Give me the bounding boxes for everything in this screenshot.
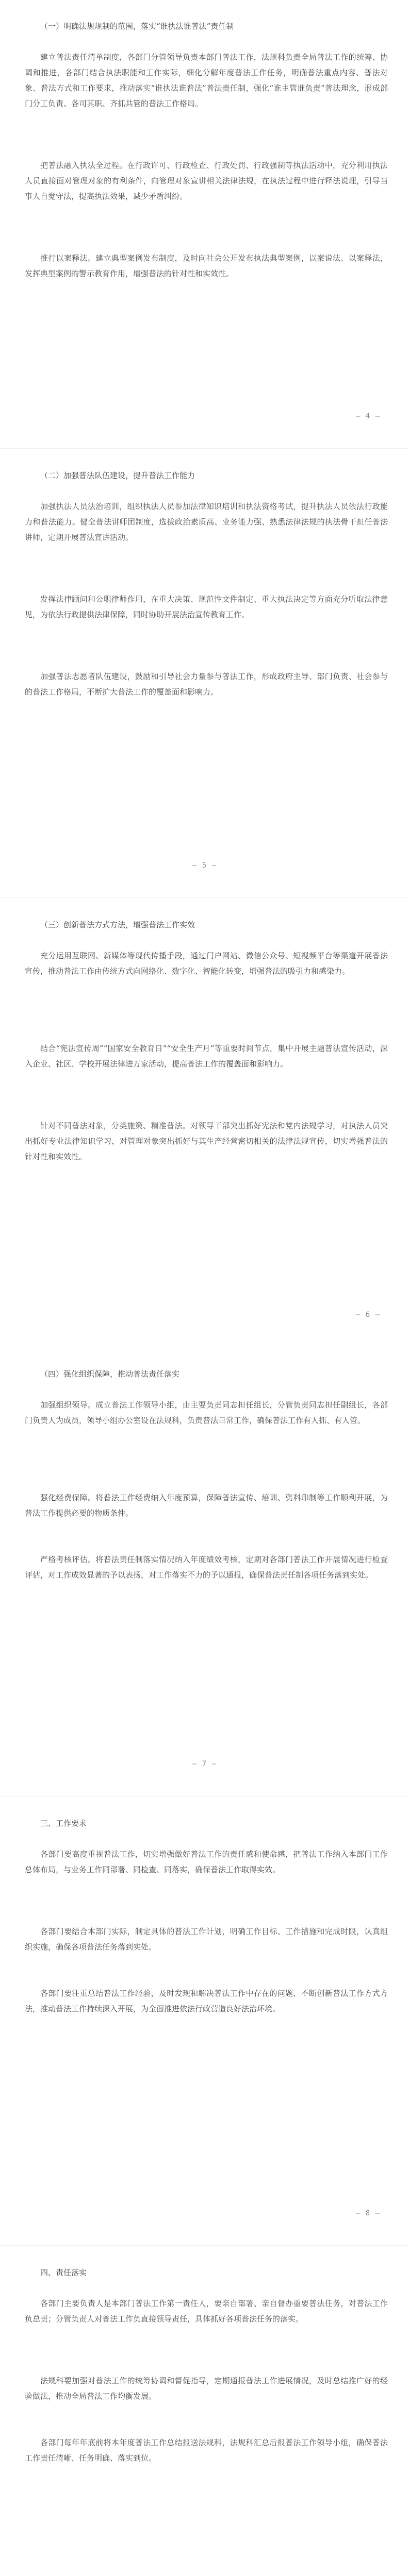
paragraph: 各部门每年年底前将本年度普法工作总结报送法规科，法规科汇总后报普法工作领导小组，确保普法工作责任清晰、任务明确、落实到位。: [25, 2438, 388, 2463]
page-4: [0, 1348, 409, 1796]
section-heading: 四、责任落实: [40, 2268, 87, 2277]
paragraph: 严格考核评估。将普法责任制落实情况纳入年度绩效考核，定期对各部门普法工作开展情况进行检查评估，对工作成效显著的予以表扬，对工作落实不力的予以通报，确保普法责任制各项任务落到实处。: [25, 1555, 388, 1580]
paragraph: 推行以案释法。建立典型案例发布制度，及时向社会公开发布执法典型案例，以案说法、以案释法，发挥典型案例的警示教育作用，增强普法的针对性和实效性。: [25, 253, 388, 278]
paragraph: 各部门要注重总结普法工作经验，及时发现和解决普法工作中存在的问题，不断创新普法工作方式方法，推动普法工作持续深入开展，为全面推进依法行政营造良好法治环境。: [25, 1989, 388, 2013]
paragraph: 充分运用互联网、新媒体等现代传播手段，通过门户网站、微信公众号、短视频平台等渠道开展普法宣传，推动普法工作由传统方式向网络化、数字化、智能化转变，增强普法的吸引力和感染力。: [25, 951, 388, 976]
paragraph: 加强执法人员法治培训，组织执法人员参加法律知识培训和执法资格考试，提升执法人员依法行政能力和普法能力。健全普法讲师团制度，选拔政治素质高、业务能力强、熟悉法律法规的执法骨干担任普法讲师，定期开展普法宣讲活动。: [25, 502, 388, 542]
paragraph: 法规科要加强对普法工作的统筹协调和督促指导，定期通报普法工作进展情况，及时总结推广好的经验做法，推动全局普法工作均衡发展。: [25, 2376, 388, 2401]
page-divider: [0, 1796, 409, 1797]
paragraph: 结合“宪法宣传周”“国家安全教育日”“安全生产月”等重要时间节点，集中开展主题普法宣传活动，深入企业、社区、学校开展法律进万家活动，提高普法工作的覆盖面和影响力。: [25, 1044, 388, 1069]
paragraph: 加强普法志愿者队伍建设，鼓励和引导社会力量参与普法工作，形成政府主导、部门负责、社会参与的普法工作格局，不断扩大普法工作的覆盖面和影响力。: [25, 672, 388, 697]
page-5: [0, 1797, 409, 2245]
page-number: — 8 —: [355, 2209, 380, 2217]
section-heading: （一）明确法规规制的范围，落实“谁执法谁普法”责任制: [40, 22, 234, 31]
paragraph: 强化经费保障。将普法工作经费纳入年度预算，保障普法宣传、培训、资料印制等工作顺利开展，为普法工作提供必要的物质条件。: [25, 1493, 388, 1518]
page-1: [0, 0, 409, 448]
section-heading: （三）创新普法方式方法，增强普法工作实效: [40, 920, 195, 929]
page-divider: [0, 448, 409, 449]
section-heading: （二）加强普法队伍建设，提升普法工作能力: [40, 471, 195, 480]
page-number: — 6 —: [355, 1311, 380, 1319]
paragraph: 针对不同普法对象，分类施策、精准普法。对领导干部突出抓好宪法和党内法规学习，对执法人员突出抓好专业法律知识学习，对管理对象突出抓好与其生产经营密切相关的法律法规宣传，切实增强普法的针对性和实效性。: [25, 1121, 388, 1161]
paragraph: 发挥法律顾问和公职律师作用，在重大决策、规范性文件制定、重大执法决定等方面充分听取法律意见，为依法行政提供法律保障，同时协助开展法治宣传教育工作。: [25, 595, 388, 619]
paragraph: 各部门主要负责人是本部门普法工作第一责任人，要亲自部署、亲自督办重要普法任务，对普法工作负总责；分管负责人对普法工作负直接领导责任，具体抓好各项普法任务的落实。: [25, 2299, 388, 2324]
page-number: — 7 —: [192, 1760, 217, 1768]
section-heading: 三、工作要求: [40, 1819, 87, 1828]
page-divider: [0, 2245, 409, 2246]
paragraph: 各部门要结合本部门实际，制定具体的普法工作计划，明确工作目标、工作措施和完成时限，认真组织实施，确保各项普法任务落到实处。: [25, 1927, 388, 1952]
paragraph: 建立普法责任清单制度，各部门分管领导负责本部门普法工作，法规科负责全局普法工作的统筹、协调和推进，各部门结合执法职能和工作实际，细化分解年度普法工作任务，明确普法重点内容、普法对象、普法方式和工作要求，推动落实“谁执法谁普法”普法责任制，强化“谁主管谁负责”普法理念，形成部门分工负责、各司其职、齐抓共管的普法工作格局。: [25, 53, 388, 108]
paragraph: 加强组织领导。成立普法工作领导小组，由主要负责同志担任组长，分管负责同志担任副组长，各部门负责人为成员，领导小组办公室设在法规科，负责普法日常工作，确保普法工作有人抓、有人管。: [25, 1400, 388, 1425]
page-divider: [0, 897, 409, 898]
page-number: — 4 —: [355, 412, 380, 420]
page-3: [0, 899, 409, 1347]
page-6: [0, 2246, 409, 2576]
paragraph: 各部门要高度重视普法工作，切实增强做好普法工作的责任感和使命感，把普法工作纳入本部门工作总体布局，与业务工作同部署、同检查、同落实，确保普法工作取得实效。: [25, 1850, 388, 1874]
paragraph: 把普法融入执法全过程。在行政许可、行政检查、行政处罚、行政强制等执法活动中，充分利用执法人员直接面对管理对象的有利条件，向管理对象宣讲相关法律法规，在执法过程中进行释法说理，引导当事人自觉守法，提高执法效果，减少矛盾纠纷。: [25, 161, 388, 201]
page-number: — 5 —: [192, 861, 217, 870]
section-heading: （四）强化组织保障，推动普法责任落实: [40, 1369, 180, 1379]
page-2: [0, 449, 409, 897]
